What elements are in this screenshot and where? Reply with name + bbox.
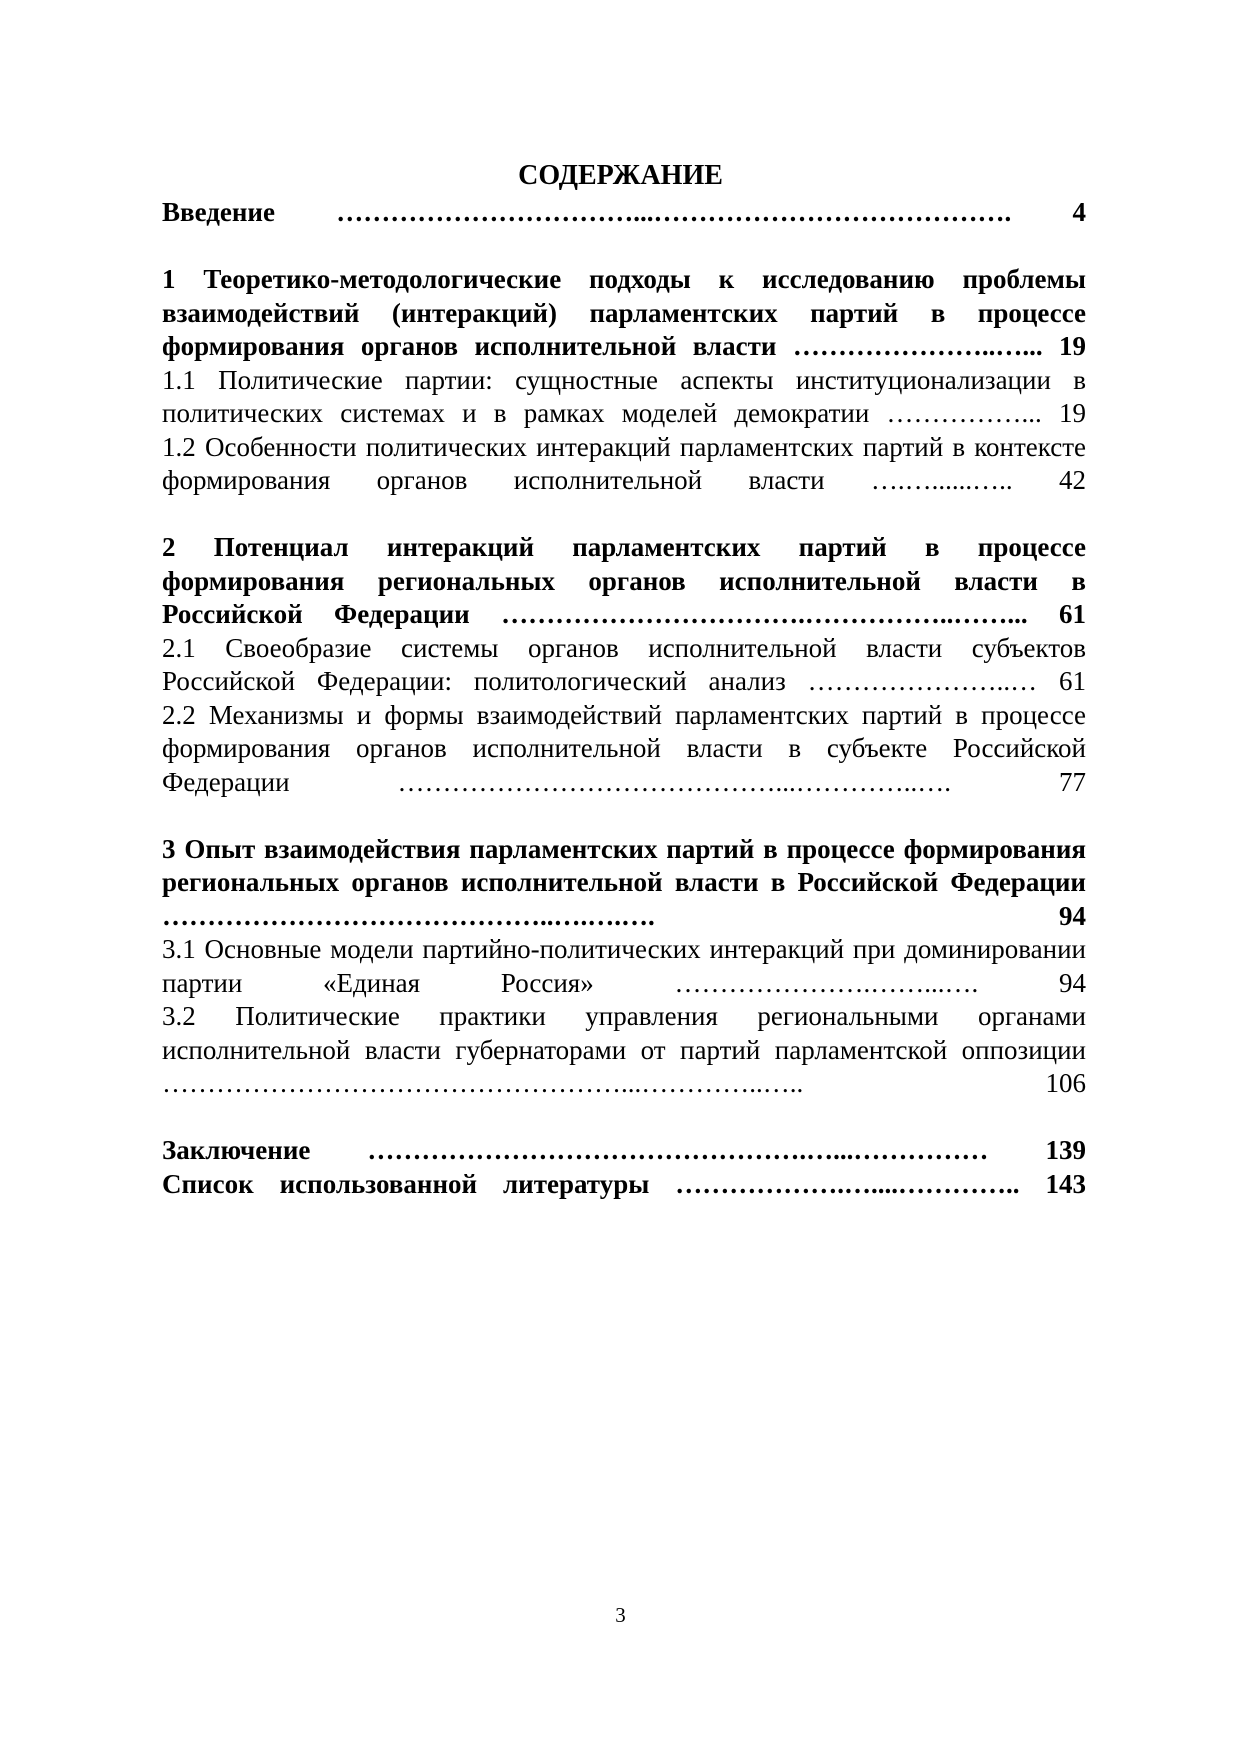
toc-section-entry: 1.2 Особенности политических интеракций парламентских партий в контексте формирования органов исполнительной власти ….…......….. 42 xyxy=(162,431,1086,495)
toc-chapter-entry: Список использованной литературы ……………….…....………….. 143 xyxy=(162,1168,1086,1199)
toc-section-entry: 2.1 Своеобразие системы органов исполнительной власти субъектов Российской Федерации: политологический анализ …………………..… 61 xyxy=(162,632,1086,696)
table-of-contents xyxy=(162,196,1086,1201)
toc-title: СОДЕРЖАНИЕ xyxy=(518,160,723,191)
toc-section-entry: 1.1 Политические партии: сущностные аспекты институционализации в политических системах и в рамках моделей демократии ……………... 19 xyxy=(162,364,1086,428)
toc-chapter-entry: 1 Теоретико-методологические подходы к исследованию проблемы взаимодействий (интеракций) парламентских партий в процессе формирования органов исполнительной власти …………………..…... 19 xyxy=(162,264,1086,361)
toc-section-entry: 3.2 Политические практики управления региональными органами исполнительной власти губернаторами от партий парламентской оппозиции ……………………………………………...…………..….. 106 xyxy=(162,1001,1086,1098)
toc-chapter-entry: 2 Потенциал интеракций парламентских партий в процессе формирования региональных органов исполнительной власти в Российской Федерации …………………………….……………..……... 61 xyxy=(162,532,1086,629)
page-number: 3 xyxy=(615,1603,626,1627)
toc-section-entry: 3.1 Основные модели партийно-политических интеракций при доминировании партии «Единая Россия» ………………….……...…. 94 xyxy=(162,934,1086,998)
toc-chapter-entry: Введение ……………………………...…………………………………. 4 xyxy=(162,197,1086,227)
toc-chapter-entry: 3 Опыт взаимодействия парламентских партий в процессе формирования региональных органов исполнительной власти в Российской Федерации ……………………………………..….….…. 94 xyxy=(162,833,1086,931)
toc-chapter-entry: Заключение ………………………………………….…...…………… 139 xyxy=(162,1135,1086,1165)
toc-section-entry: 2.2 Механизмы и формы взаимодействий парламентских партий в процессе формирования органов исполнительной власти в субъекте Российской Федерации ……………………………………...…………..…. 77 xyxy=(162,699,1086,797)
